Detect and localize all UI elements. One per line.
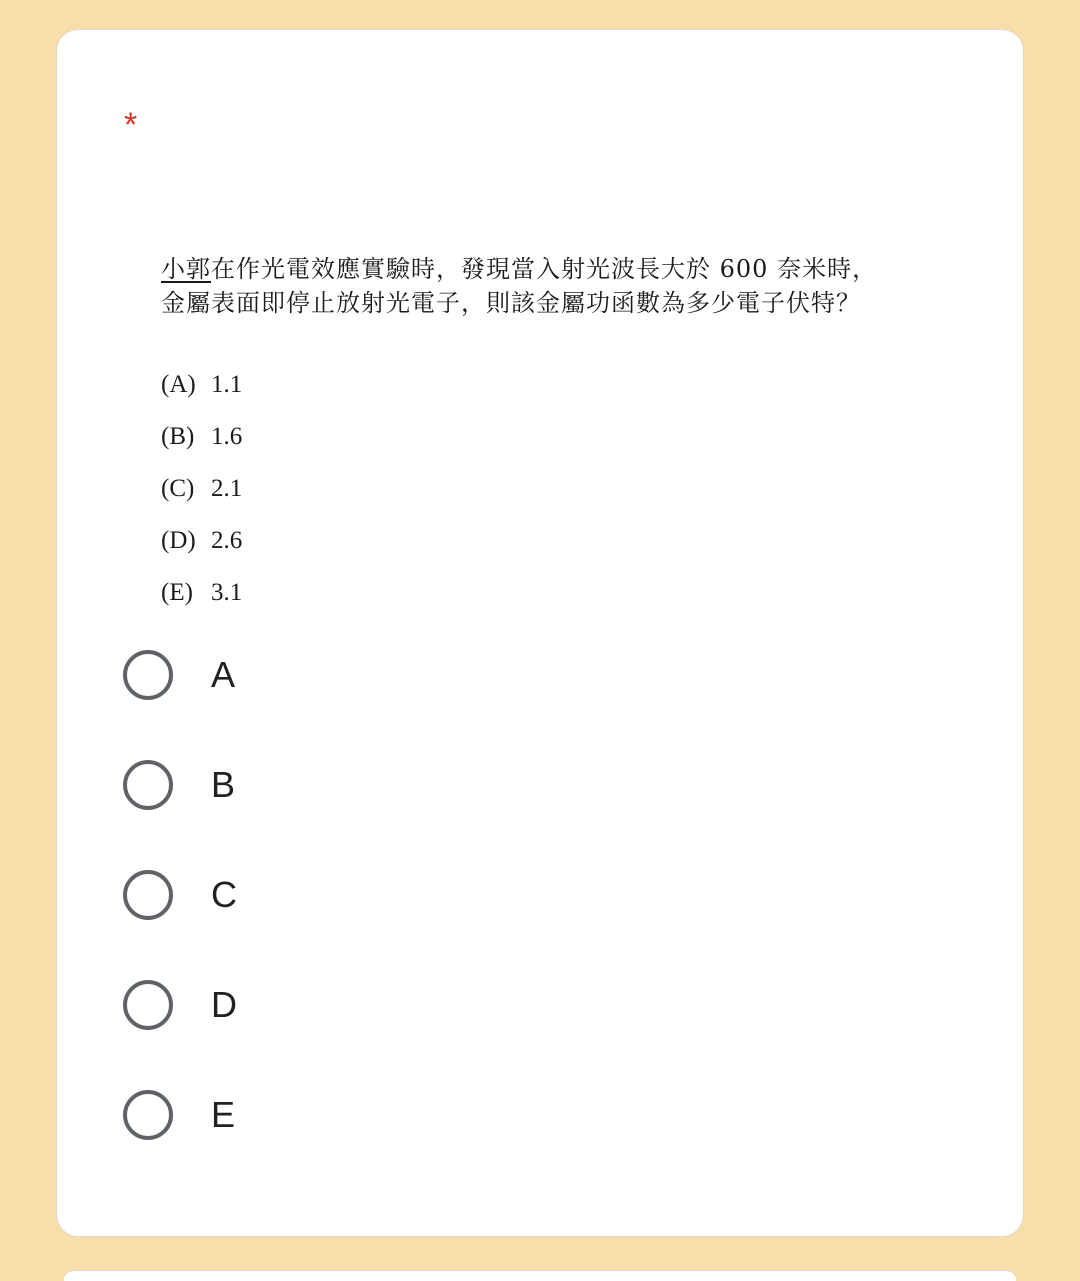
option-a[interactable] xyxy=(123,650,523,710)
radio-button-d[interactable] xyxy=(123,980,173,1030)
question-card xyxy=(56,29,1024,1237)
option-label-a: A xyxy=(211,654,236,695)
image-choice-letter: (E) xyxy=(161,579,193,606)
image-choice-value: 2.6 xyxy=(211,527,243,554)
required-indicator: * xyxy=(124,106,138,144)
image-choice-letter: (C) xyxy=(161,475,195,502)
image-choice-e xyxy=(161,578,242,608)
option-label-e: E xyxy=(211,1094,236,1135)
image-choice-value: 1.1 xyxy=(211,371,243,398)
question-text-line-1 xyxy=(161,252,877,286)
image-choice-d xyxy=(161,526,242,556)
option-label-d: D xyxy=(211,984,237,1025)
image-choice-letter: (A) xyxy=(161,371,196,398)
image-choice-value: 1.6 xyxy=(211,423,243,450)
image-choice-letter: (D) xyxy=(161,527,196,554)
image-choice-a xyxy=(161,370,242,400)
option-c[interactable] xyxy=(123,870,523,930)
radio-button-a[interactable] xyxy=(123,650,173,700)
option-e[interactable] xyxy=(123,1090,523,1150)
image-choice-letter: (B) xyxy=(161,423,195,450)
radio-button-c[interactable] xyxy=(123,870,173,920)
option-d[interactable] xyxy=(123,980,523,1040)
radio-button-e[interactable] xyxy=(123,1090,173,1140)
option-b[interactable] xyxy=(123,760,523,820)
question-image xyxy=(161,248,921,606)
option-label-b: B xyxy=(211,764,236,805)
question-text-line-2: 金屬表面即停止放射光電子，則該金屬功函數為多少電子伏特？ xyxy=(161,289,861,317)
image-choice-value: 2.1 xyxy=(211,475,243,502)
radio-button-b[interactable] xyxy=(123,760,173,810)
image-choice-value: 3.1 xyxy=(211,579,243,606)
option-label-c: C xyxy=(211,874,237,915)
question-name: 小郭 xyxy=(161,255,211,283)
image-choice-c xyxy=(161,474,242,504)
question-text-line-1-rest: 在作光電效應實驗時，發現當入射光波長大於 600 奈米時， xyxy=(211,255,878,283)
image-choice-b xyxy=(161,422,242,452)
